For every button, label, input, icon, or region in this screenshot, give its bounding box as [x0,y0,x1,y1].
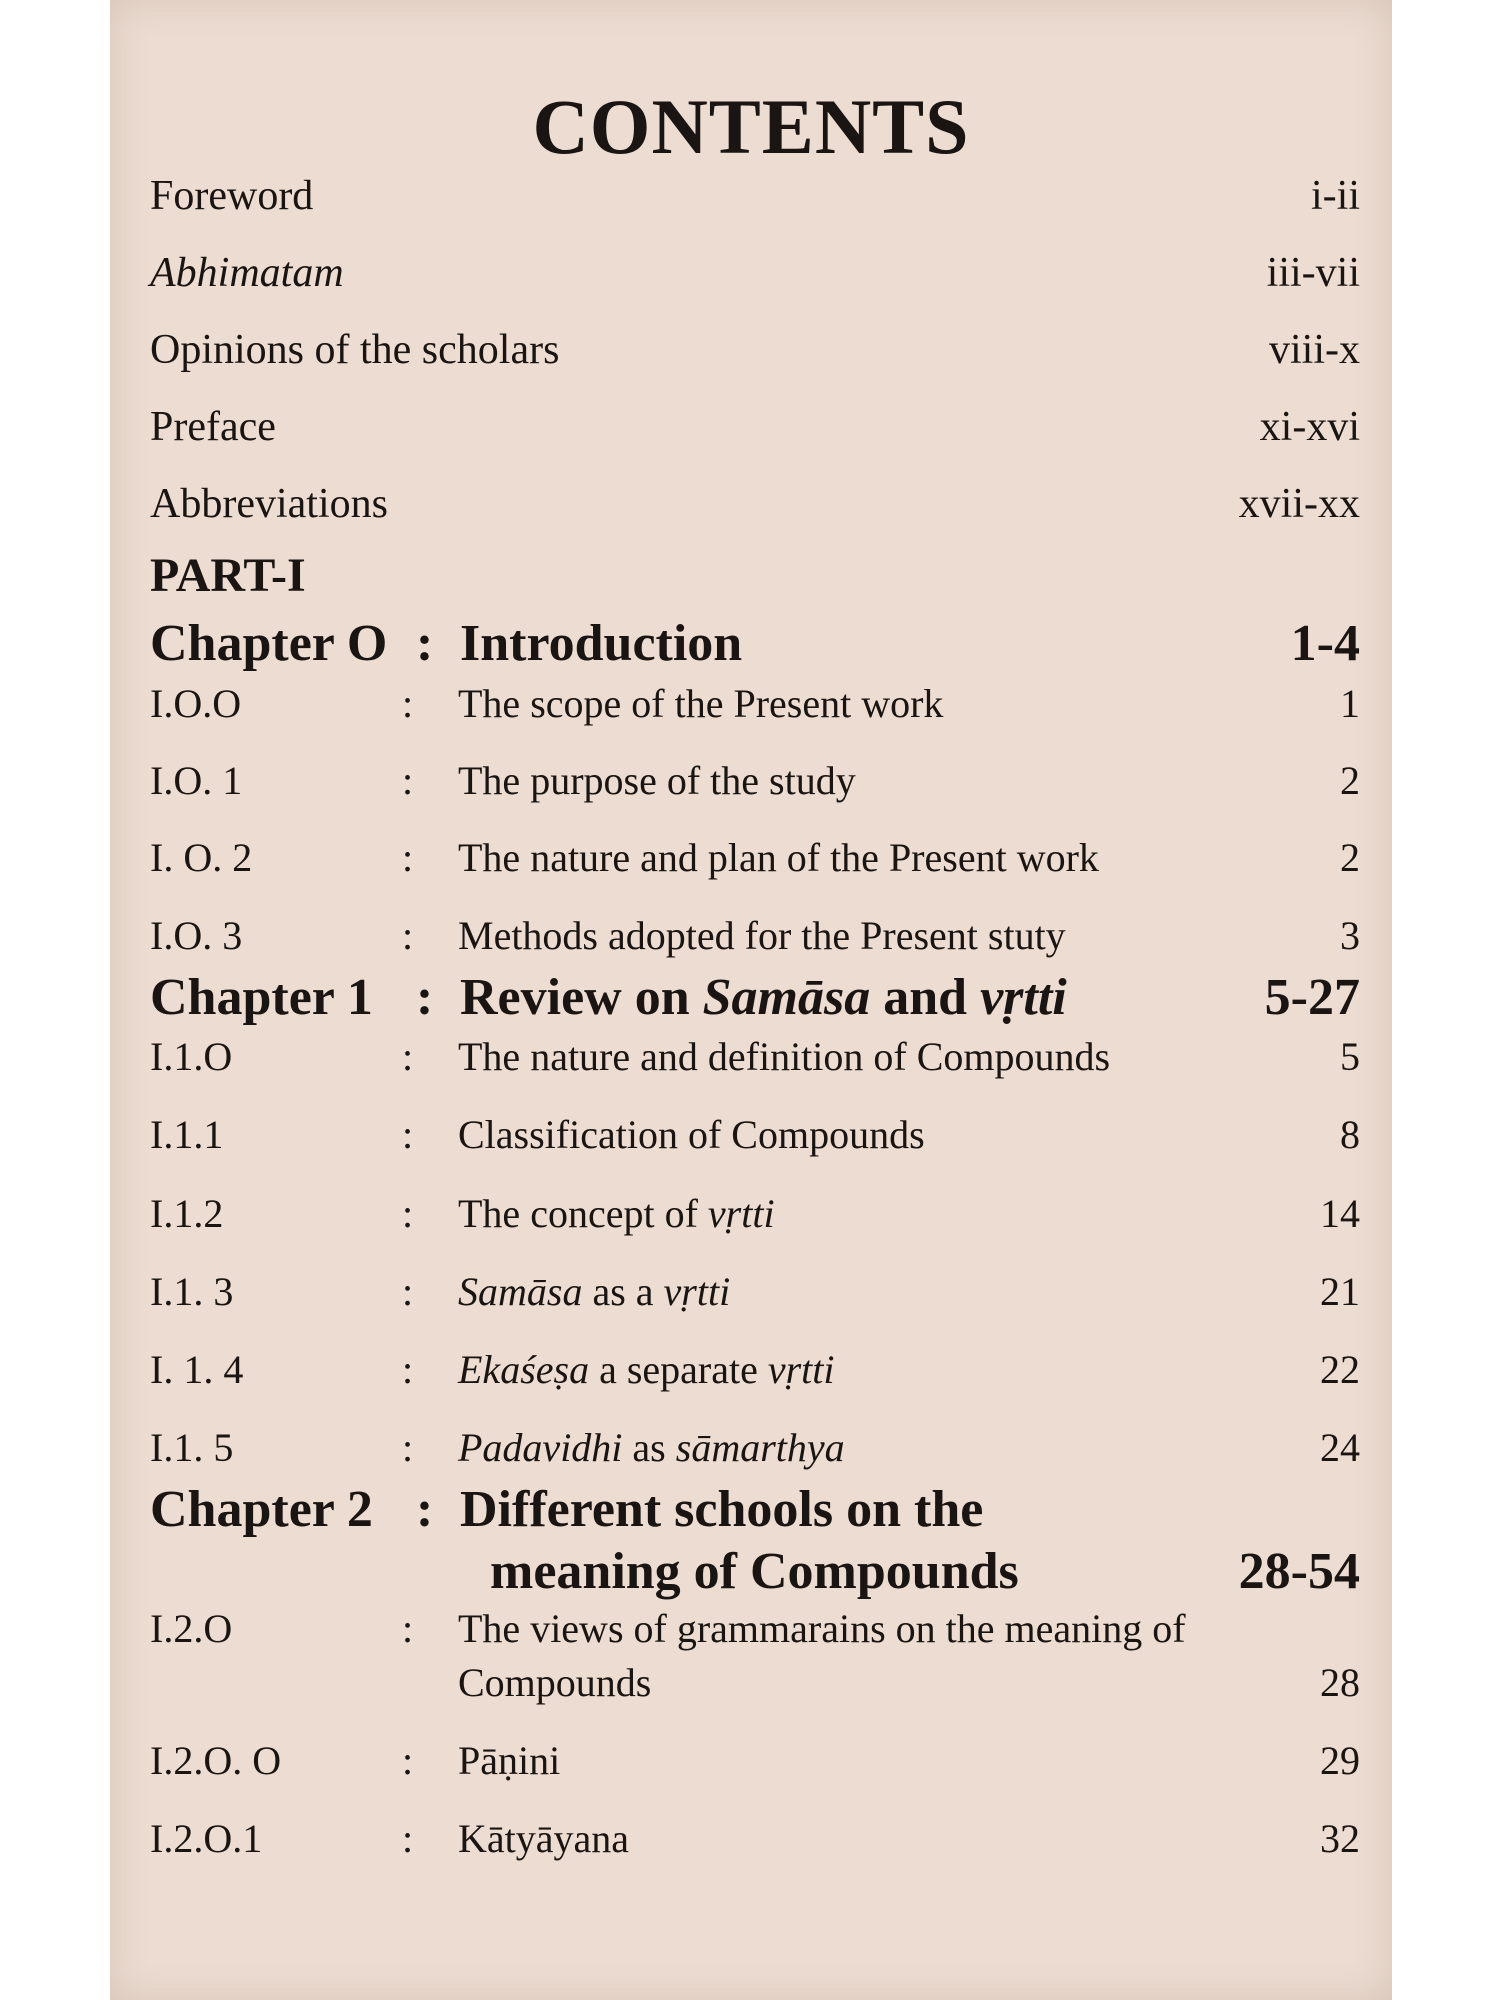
section-colon: : [402,1425,414,1470]
section-page: 3 [1340,913,1360,958]
toc-section-row[interactable] [150,912,1360,968]
section-colon: : [402,1191,414,1236]
toc-section-row[interactable] [150,1737,1360,1793]
toc-section-row[interactable] [150,680,1360,736]
section-id: I.2.O.1 [150,1816,263,1861]
section-colon: : [402,1347,414,1392]
chapter-title [460,968,1067,1027]
section-id: I. 1. 4 [150,1347,244,1392]
chapter-title-line2: meaning of Compounds [490,1543,1019,1600]
section-id: I.1. 5 [150,1425,234,1470]
section-id: I.1.O [150,1034,233,1079]
entry-pages: xi-xvi [1259,404,1360,450]
section-title-part: Padavidhi [458,1425,623,1470]
entry-pages: viii-x [1269,327,1360,373]
chapter-number: Chapter 1 [150,969,373,1026]
section-page: 14 [1320,1191,1360,1236]
toc-section-row[interactable] [150,1815,1360,1871]
chapter-number: Chapter O [150,615,388,672]
entry-label: Preface [150,404,276,450]
section-title-part: The concept of [458,1191,708,1236]
page-title: CONTENTS [532,83,970,170]
toc-section-row[interactable] [150,1190,1360,1246]
section-colon: : [402,913,414,958]
section-title-part: sāmarthya [675,1425,845,1470]
toc-entry-foreword[interactable] [150,172,1360,232]
toc-section-row[interactable] [150,1605,1360,1715]
section-id: I.1.2 [150,1191,224,1236]
section-id: I.O. 1 [150,758,243,803]
section-title-part: vṛtti [663,1269,731,1314]
chapter-title-part: vṛtti [980,969,1067,1026]
section-colon: : [402,681,414,726]
section-page: 21 [1320,1269,1360,1314]
section-page: 29 [1320,1738,1360,1783]
entry-label: Abhimatam [150,250,344,296]
section-title [458,1190,775,1237]
chapter-title: Introduction [460,615,743,672]
chapter-colon: : [416,615,434,672]
section-title-line2: Compounds [458,1660,652,1705]
toc-entry-abbreviations[interactable] [150,480,1360,540]
section-title-part: vṛtti [767,1347,835,1392]
book-page [110,0,1392,2000]
section-title-part: a separate [589,1347,768,1392]
section-colon: : [402,1738,414,1783]
section-id: I.O.O [150,681,242,726]
section-title-part: as [622,1425,676,1470]
toc-section-row[interactable] [150,1268,1360,1324]
section-id: I. O. 2 [150,835,253,880]
section-page: 28 [1320,1660,1360,1705]
toc-entry-opinions[interactable] [150,326,1360,386]
section-page: 32 [1320,1816,1360,1861]
section-colon: : [402,835,414,880]
section-title [458,1424,845,1471]
section-title-part: vṛtti [707,1191,775,1236]
chapter-title-line1: Different schools on the [460,1481,984,1538]
section-title [458,1268,730,1315]
toc-section-row[interactable] [150,1111,1360,1167]
section-colon: : [402,1606,414,1651]
section-page: 22 [1320,1347,1360,1392]
chapter-pages: 5-27 [1264,969,1360,1026]
section-colon: : [402,758,414,803]
section-title-part: as a [582,1269,664,1314]
section-title: Methods adopted for the Present stuty [458,913,1066,958]
toc-entry-preface[interactable] [150,403,1360,463]
toc-section-row[interactable] [150,1346,1360,1402]
chapter-colon: : [416,1481,434,1538]
entry-label: Foreword [150,173,314,219]
section-title: The scope of the Present work [458,681,944,726]
chapter-title-part: Review on [460,969,703,1026]
section-page: 1 [1340,681,1360,726]
toc-section-row[interactable] [150,1033,1360,1089]
section-id: I.1.1 [150,1112,224,1157]
chapter-number: Chapter 2 [150,1481,373,1538]
toc-section-row[interactable] [150,757,1360,813]
chapter-pages: 1-4 [1290,615,1360,672]
section-title-line1: The views of grammarains on the meaning of [458,1606,1186,1651]
chapter-colon: : [416,969,434,1026]
section-title: Pāṇini [458,1738,561,1783]
entry-pages: iii-vii [1266,250,1360,296]
entry-label: Abbreviations [150,481,388,527]
section-title: Classification of Compounds [458,1112,925,1157]
section-page: 24 [1320,1425,1360,1470]
section-id: I.1. 3 [150,1269,234,1314]
section-page: 2 [1340,758,1360,803]
chapter-title-part: Samāsa [702,969,871,1026]
chapter-title-part: and [870,969,981,1026]
section-title-part: Ekaśeṣa [458,1347,590,1392]
toc-entry-abhimatam[interactable] [150,249,1360,309]
section-title-part: Samāsa [458,1269,583,1314]
section-colon: : [402,1112,414,1157]
section-page: 5 [1340,1034,1360,1079]
entry-pages: i-ii [1311,173,1360,219]
section-colon: : [402,1269,414,1314]
chapter-pages: 28-54 [1238,1543,1360,1600]
section-title [458,1346,835,1393]
part-heading: PART-I [150,549,306,602]
section-id: I.O. 3 [150,913,243,958]
section-colon: : [402,1034,414,1079]
entry-label: Opinions of the scholars [150,327,560,373]
section-title: The purpose of the study [458,758,856,803]
section-page: 2 [1340,835,1360,880]
chapter-2-heading[interactable] [150,1480,1360,1610]
toc-section-row[interactable] [150,834,1360,890]
section-id: I.2.O [150,1606,233,1651]
section-colon: : [402,1816,414,1861]
section-page: 8 [1340,1112,1360,1157]
section-title: Kātyāyana [458,1816,630,1861]
section-title: The nature and definition of Compounds [458,1034,1111,1079]
section-title: The nature and plan of the Present work [458,835,1099,880]
toc-section-row[interactable] [150,1424,1360,1480]
section-id: I.2.O. O [150,1738,282,1783]
entry-pages: xvii-xx [1238,481,1360,527]
